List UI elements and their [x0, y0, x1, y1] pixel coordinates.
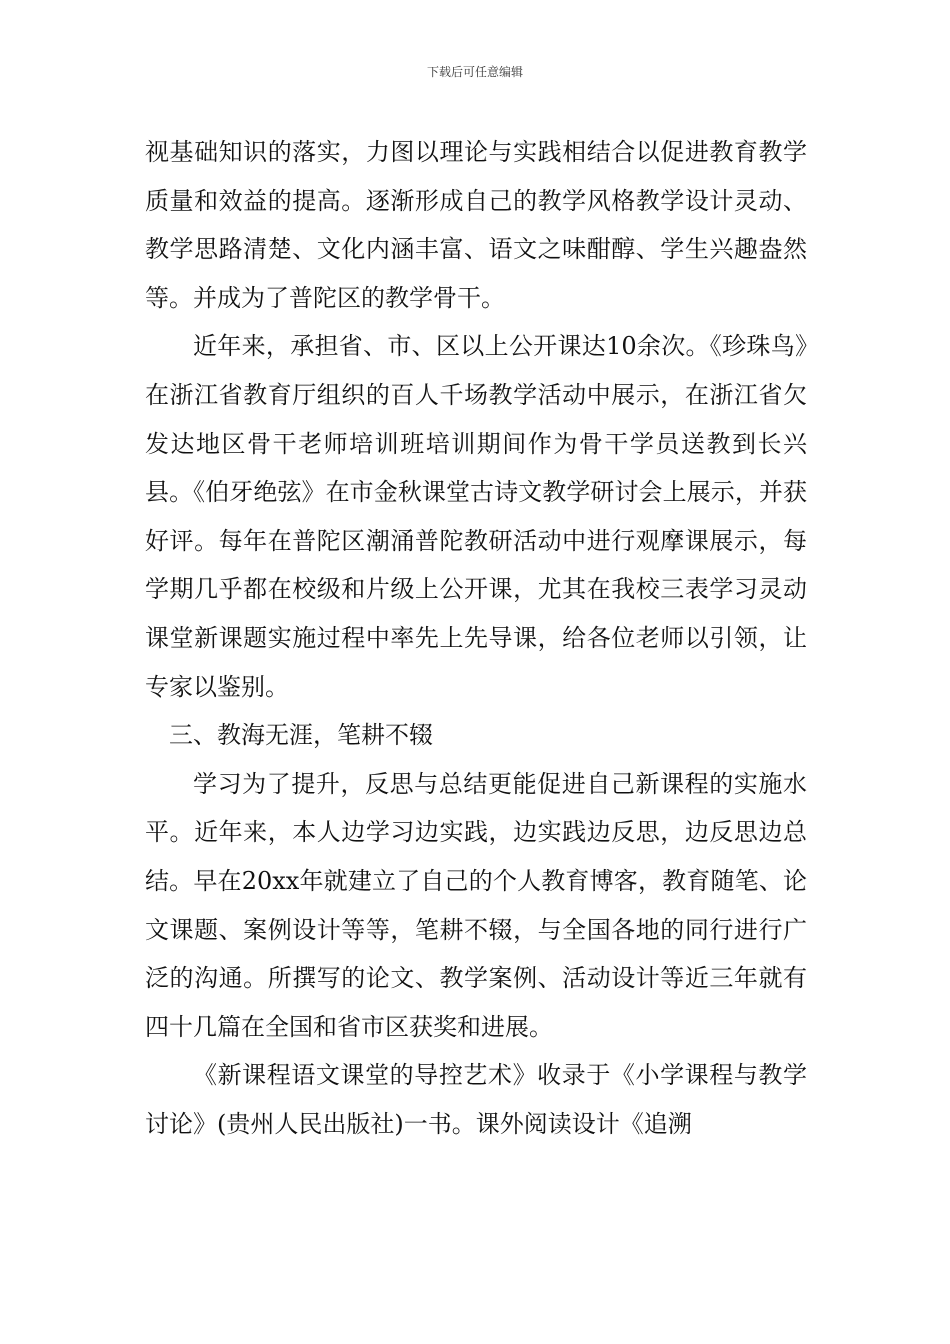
paragraph-4: 《新课程语文课堂的导控艺术》收录于《小学课程与教学讨论》(贵州人民出版社)一书。课外阅读设计《追溯 [145, 1061, 807, 1138]
page-header: 下载后可任意编辑 [426, 65, 523, 79]
paragraph-3: 学习为了提升，反思与总结更能促进自己新课程的实施水平。近年来，本人边学习边实践，边实践边反思，边反思边总结。早在20xx年就建立了自己的个人教育博客，教育随笔、论文课题、案例设计等等，笔耕不辍，与全国各地的同行进行广泛的沟通。所撰写的论文、教学案例、活动设计等近三年就有四十几篇在全国和省市区获奖和进展。 [145, 769, 807, 1041]
paragraph-1: 视基础知识的落实，力图以理论与实践相结合以促进教育教学质量和效益的提高。逐渐形成自己的教学风格教学设计灵动、教学思路清楚、文化内涵丰富、语文之味酣醇、学生兴趣盎然等。并成为了普陀区的教学骨干。 [145, 138, 807, 312]
document-body [145, 128, 807, 1148]
paragraph-2: 近年来，承担省、市、区以上公开课达10余次。《珍珠鸟》在浙江省教育厅组织的百人千场教学活动中展示，在浙江省欠发达地区骨干老师培训班培训期间作为骨干学员送教到长兴县。《伯牙绝弦》在市金秋课堂古诗文教学研讨会上展示，并获好评。每年在普陀区潮涌普陀教研活动中进行观摩课展示，每学期几乎都在校级和片级上公开课，尤其在我校三表学习灵动课堂新课题实施过程中率先上先导课，给各位老师以引领，让专家以鉴别。 [145, 332, 807, 701]
section-heading: 三、教海无涯，笔耕不辍 [169, 721, 433, 750]
